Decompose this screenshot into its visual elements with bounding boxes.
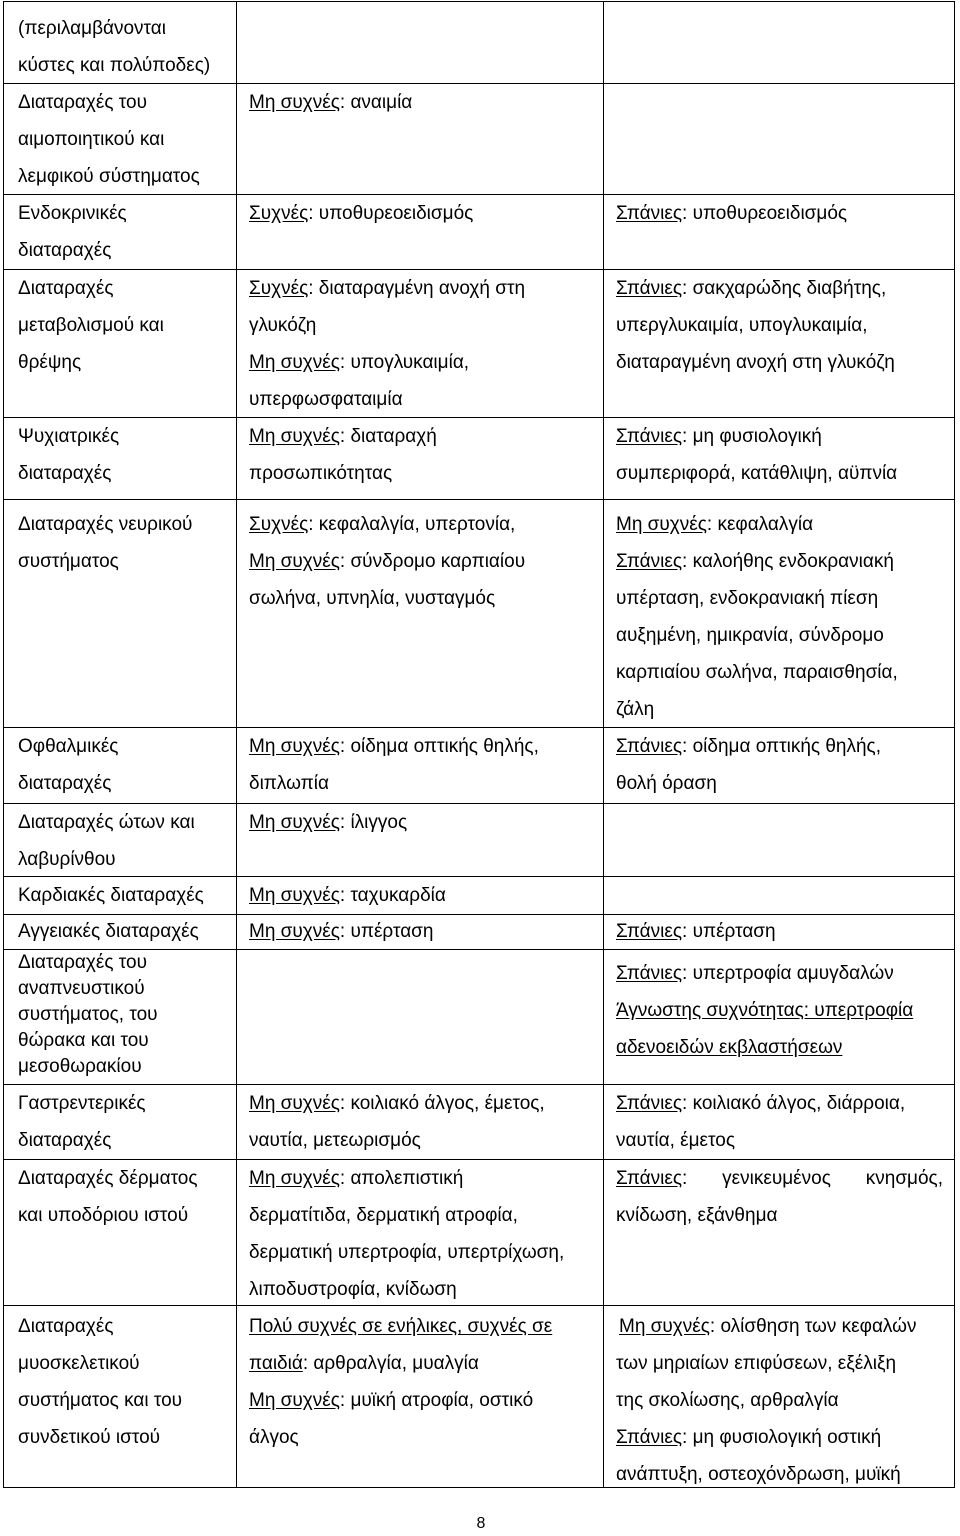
cell-line	[249, 270, 603, 307]
reaction-cell	[237, 804, 604, 876]
reaction-text: ναυτία, έμετος	[616, 1130, 735, 1151]
reaction-cell	[237, 84, 604, 194]
reaction-text: υπέρταση, ενδοκρανιακή πίεση	[616, 588, 879, 609]
cell-line	[616, 1160, 943, 1197]
reaction-cell	[604, 418, 955, 499]
frequency-label: Σπάνιες	[616, 203, 683, 224]
cell-line	[249, 84, 603, 121]
reaction-text: της σκολίωσης, αρθραλγία	[616, 1390, 839, 1411]
system-organ-class-cell	[4, 418, 237, 499]
frequency-label: Συχνές	[249, 278, 309, 299]
reaction-text: θολή όραση	[616, 773, 717, 794]
frequency-label: Μη συχνές	[249, 1093, 340, 1114]
table-row	[4, 950, 955, 1085]
cell-line	[616, 543, 943, 580]
cell-line	[616, 691, 943, 728]
cell-line	[249, 381, 603, 418]
system-organ-class-cell	[4, 500, 237, 727]
reaction-cell	[604, 804, 955, 876]
reaction-cell	[604, 728, 955, 803]
reaction-text: διαταραγμένη ανοχή στη γλυκόζη	[616, 352, 895, 373]
reaction-cell	[237, 1160, 604, 1305]
reaction-cell	[604, 1160, 955, 1305]
reaction-cell	[237, 877, 604, 914]
frequency-label: Μη συχνές	[249, 736, 340, 757]
cell-line: μεσοθωρακίου	[18, 1056, 142, 1077]
reaction-text: : υπερτροφία αμυγδαλών	[682, 963, 894, 984]
cell-line: διαταραχές	[18, 240, 112, 261]
reaction-text: : ολίσθηση των κεφαλών	[709, 1316, 917, 1337]
reaction-text: προσωπικότητας	[249, 463, 393, 484]
reaction-text: σωλήνα, υπνηλία, νυσταγμός	[249, 588, 496, 609]
reaction-text: αδενοειδών εκβλαστήσεων	[616, 1037, 843, 1058]
cell-line	[616, 1085, 943, 1122]
cell-line: Καρδιακές διαταραχές	[18, 885, 204, 906]
cell-line	[616, 506, 943, 543]
cell-line	[249, 1234, 603, 1271]
frequency-label: Άγνωστης συχνότητας: υπερτροφία	[616, 1000, 914, 1021]
reaction-cell	[237, 2, 604, 83]
reaction-text: γλυκόζη	[249, 315, 317, 336]
system-organ-class-cell	[4, 195, 237, 269]
frequency-label: Σπάνιες	[616, 1168, 683, 1189]
cell-line	[249, 344, 603, 381]
reaction-text: : υπέρταση	[682, 921, 776, 942]
reaction-text: : μη φυσιολογική	[682, 426, 822, 447]
cell-line: διαταραχές	[18, 1130, 112, 1151]
reaction-text: λιποδυστροφία, κνίδωση	[249, 1279, 457, 1300]
frequency-label: Μη συχνές	[249, 352, 340, 373]
reaction-cell	[604, 500, 955, 727]
cell-line	[616, 765, 943, 802]
system-organ-class-cell	[4, 1160, 237, 1305]
cell-line	[616, 307, 943, 344]
frequency-label: Μη συχνές	[249, 921, 340, 942]
table-row	[4, 2, 955, 84]
cell-line	[616, 992, 943, 1029]
frequency-label: Σπάνιες	[616, 551, 683, 572]
cell-line: λεμφικού σύστηματος	[18, 166, 200, 187]
frequency-label: Μη συχνές	[249, 1390, 340, 1411]
system-organ-class-cell	[4, 1306, 237, 1487]
cell-line: συνδετικού ιστού	[18, 1427, 161, 1448]
table-row	[4, 195, 955, 270]
reaction-text: : οίδημα οπτικής θηλής,	[682, 736, 881, 757]
frequency-label: Σπάνιες	[616, 426, 683, 447]
reaction-cell	[237, 950, 604, 1084]
cell-line	[616, 617, 943, 654]
adverse-reactions-table	[3, 1, 955, 1488]
cell-line	[249, 418, 603, 455]
frequency-label: Πολύ συχνές σε ενήλικες, συχνές σε	[249, 1316, 553, 1337]
reaction-cell	[237, 418, 604, 499]
reaction-cell	[237, 1085, 604, 1159]
cell-line	[249, 728, 603, 765]
frequency-label: Μη συχνές	[249, 885, 340, 906]
table-row	[4, 804, 955, 877]
cell-line	[616, 455, 943, 492]
reaction-text: ναυτία, μετεωρισμός	[249, 1130, 421, 1151]
cell-line	[249, 765, 603, 802]
reaction-cell	[237, 915, 604, 949]
cell-line	[616, 418, 943, 455]
frequency-label: Μη συχνές	[619, 1316, 710, 1337]
reaction-text: : διαταραχή	[339, 426, 437, 447]
reaction-cell	[604, 270, 955, 417]
cell-line	[616, 1197, 943, 1234]
cell-line	[249, 580, 603, 617]
reaction-cell	[237, 195, 604, 269]
reaction-text: : ίλιγγος	[339, 812, 408, 833]
table-row	[4, 877, 955, 915]
cell-line	[616, 344, 943, 381]
frequency-label: Μη συχνές	[249, 1168, 340, 1189]
cell-line	[616, 270, 943, 307]
reaction-cell	[237, 1306, 604, 1487]
cell-line	[616, 654, 943, 691]
reaction-text: : αναιμία	[339, 92, 413, 113]
frequency-label: Συχνές	[249, 514, 309, 535]
cell-line	[249, 804, 603, 841]
frequency-label: Σπάνιες	[616, 736, 683, 757]
reaction-text: : οίδημα οπτικής θηλής,	[339, 736, 539, 757]
cell-line	[249, 455, 603, 492]
reaction-cell	[604, 1085, 955, 1159]
cell-line: και υποδόριου ιστού	[18, 1205, 189, 1226]
reaction-cell	[604, 195, 955, 269]
reaction-text: των μηριαίων επιφύσεων, εξέλιξη	[616, 1353, 897, 1374]
reaction-text: : γενικευμένος κνησμός,	[682, 1168, 943, 1189]
reaction-text: : μη φυσιολογική οστική	[682, 1427, 882, 1448]
cell-line	[616, 1345, 943, 1382]
cell-line: Διαταραχές του	[18, 92, 147, 113]
cell-line	[249, 915, 603, 949]
reaction-text: : καλοήθης ενδοκρανιακή	[682, 551, 894, 572]
cell-line: συστήματος	[18, 551, 119, 572]
cell-line	[616, 915, 943, 949]
reaction-text: υπεργλυκαιμία, υπογλυκαιμία,	[616, 315, 868, 336]
frequency-label: Σπάνιες	[616, 963, 683, 984]
cell-line	[616, 955, 943, 992]
cell-line	[616, 1308, 943, 1345]
reaction-text: καρπιαίου σωλήνα, παραισθησία,	[616, 662, 898, 683]
reaction-text: : αρθραλγία, μυαλγία	[302, 1353, 479, 1374]
cell-line	[616, 728, 943, 765]
system-organ-class-cell	[4, 84, 237, 194]
system-organ-class-cell	[4, 270, 237, 417]
reaction-cell	[604, 84, 955, 194]
reaction-text: : υποθυρεοειδισμός	[308, 203, 474, 224]
reaction-cell	[604, 877, 955, 914]
cell-line	[249, 1197, 603, 1234]
cell-line: Διαταραχές νευρικού	[18, 514, 193, 535]
system-organ-class-cell	[4, 2, 237, 83]
cell-line: διαταραχές	[18, 773, 112, 794]
cell-line: Ενδοκρινικές	[18, 203, 127, 224]
system-organ-class-cell	[4, 950, 237, 1084]
cell-line	[249, 877, 603, 914]
cell-line	[616, 1382, 943, 1419]
cell-line	[249, 1160, 603, 1197]
cell-line	[249, 1345, 603, 1382]
cell-line	[616, 1029, 943, 1066]
frequency-label: παιδιά	[249, 1353, 303, 1374]
reaction-cell	[604, 2, 955, 83]
reaction-text: : υπογλυκαιμία,	[339, 352, 470, 373]
cell-line: Οφθαλμικές	[18, 736, 119, 757]
table-row	[4, 1160, 955, 1306]
cell-line: Ψυχιατρικές	[18, 426, 120, 447]
frequency-label: Συχνές	[249, 203, 309, 224]
cell-line	[249, 1122, 603, 1159]
reaction-text: υπερφωσφαταιμία	[249, 389, 403, 410]
cell-line: αιμοποιητικού και	[18, 129, 165, 150]
system-organ-class-cell	[4, 915, 237, 949]
cell-line: Γαστρεντερικές	[18, 1093, 146, 1114]
cell-line	[616, 580, 943, 617]
cell-line	[249, 543, 603, 580]
cell-line	[616, 1456, 943, 1493]
reaction-text: : κεφαλαλγία	[706, 514, 814, 535]
reaction-text: άλγος	[249, 1427, 299, 1448]
cell-line: συστήματος και του	[18, 1390, 183, 1411]
frequency-label: Σπάνιες	[616, 1427, 683, 1448]
reaction-cell	[604, 915, 955, 949]
reaction-text: : υπέρταση	[339, 921, 434, 942]
system-organ-class-cell	[4, 728, 237, 803]
reaction-text: : υποθυρεοειδισμός	[682, 203, 848, 224]
cell-line: κύστες και πολύποδες)	[18, 55, 211, 76]
cell-line: μεταβολισμού και	[18, 315, 164, 336]
reaction-text: συμπεριφορά, κατάθλιψη, αϋπνία	[616, 463, 898, 484]
cell-line: θώρακα και του	[18, 1030, 149, 1051]
cell-line	[249, 1085, 603, 1122]
cell-line	[249, 195, 603, 232]
reaction-text: : κεφαλαλγία, υπερτονία,	[308, 514, 516, 535]
cell-line: λαβυρίνθου	[18, 849, 116, 870]
frequency-label: Σπάνιες	[616, 921, 683, 942]
system-organ-class-cell	[4, 877, 237, 914]
reaction-cell	[237, 270, 604, 417]
frequency-label: Σπάνιες	[616, 278, 683, 299]
reaction-text: αυξημένη, ημικρανία, σύνδρομο	[616, 625, 884, 646]
cell-line: Αγγειακές διαταραχές	[18, 921, 199, 942]
cell-line	[249, 506, 603, 543]
cell-line	[616, 1419, 943, 1456]
cell-line: Διαταραχές	[18, 1316, 114, 1337]
reaction-text: : κοιλιακό άλγος, έμετος,	[339, 1093, 545, 1114]
reaction-text: κνίδωση, εξάνθημα	[616, 1205, 778, 1226]
table-row	[4, 84, 955, 195]
system-organ-class-cell	[4, 1085, 237, 1159]
table-row	[4, 270, 955, 418]
cell-line: αναπνευστικού	[18, 978, 145, 999]
frequency-label: Μη συχνές	[249, 92, 340, 113]
reaction-text: ζάλη	[616, 699, 655, 720]
frequency-label: Σπάνιες	[616, 1093, 683, 1114]
table-row	[4, 1085, 955, 1160]
reaction-text: : μυϊκή ατροφία, οστικό	[339, 1390, 534, 1411]
system-organ-class-cell	[4, 804, 237, 876]
reaction-cell	[604, 950, 955, 1084]
page-number: 8	[476, 1515, 486, 1532]
reaction-text: διπλωπία	[249, 773, 329, 794]
reaction-text: : σακχαρώδης διαβήτης,	[682, 278, 887, 299]
reaction-text: δερματική υπερτροφία, υπερτρίχωση,	[249, 1242, 565, 1263]
reaction-text: : απολεπιστική	[339, 1168, 464, 1189]
cell-line: Διαταραχές του	[18, 952, 147, 973]
cell-line: θρέψης	[18, 352, 82, 373]
table-row	[4, 728, 955, 804]
reaction-text: : κοιλιακό άλγος, διάρροια,	[682, 1093, 906, 1114]
reaction-cell	[237, 500, 604, 727]
cell-line	[616, 195, 943, 232]
cell-line: διαταραχές	[18, 463, 112, 484]
cell-line: Διαταραχές	[18, 278, 114, 299]
frequency-label: Μη συχνές	[249, 426, 340, 447]
cell-line: μυοσκελετικού	[18, 1353, 140, 1374]
frequency-label: Μη συχνές	[616, 514, 707, 535]
reaction-text: : διαταραγμένη ανοχή στη	[308, 278, 526, 299]
cell-line	[249, 1271, 603, 1308]
frequency-label: Μη συχνές	[249, 551, 340, 572]
table-row	[4, 500, 955, 728]
reaction-cell	[604, 1306, 955, 1487]
reaction-text: ανάπτυξη, οστεοχόνδρωση, μυϊκή	[616, 1464, 901, 1485]
cell-line	[249, 1308, 603, 1345]
cell-line: (περιλαμβάνονται	[18, 18, 167, 39]
reaction-text: : σύνδρομο καρπιαίου	[339, 551, 526, 572]
cell-line: Διαταραχές δέρματος	[18, 1168, 198, 1189]
cell-line	[249, 1382, 603, 1419]
cell-line: συστήματος, του	[18, 1004, 158, 1025]
cell-line	[249, 307, 603, 344]
cell-line: Διαταραχές ώτων και	[18, 812, 195, 833]
reaction-text: : ταχυκαρδία	[339, 885, 446, 906]
frequency-label: Μη συχνές	[249, 812, 340, 833]
table-row	[4, 418, 955, 500]
reaction-cell	[237, 728, 604, 803]
table-row	[4, 915, 955, 950]
table-row	[4, 1306, 955, 1488]
cell-line	[616, 1122, 943, 1159]
cell-line	[249, 1419, 603, 1456]
reaction-text: δερματίτιδα, δερματική ατροφία,	[249, 1205, 518, 1226]
